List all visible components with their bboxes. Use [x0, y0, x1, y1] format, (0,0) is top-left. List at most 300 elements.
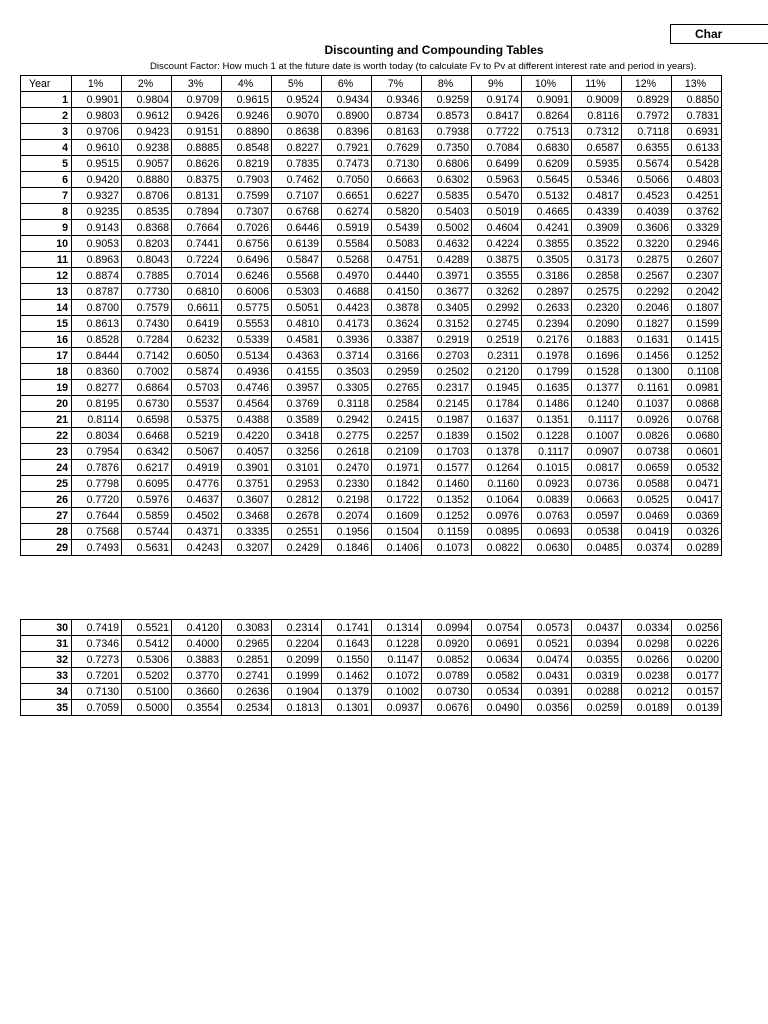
factor-cell: 0.1377: [572, 380, 622, 396]
factor-cell: 0.8734: [372, 108, 422, 124]
factor-cell: 0.8885: [172, 140, 222, 156]
factor-cell: 0.0738: [622, 444, 672, 460]
factor-cell: 0.5403: [422, 204, 472, 220]
factor-cell: 0.1528: [572, 364, 622, 380]
factor-cell: 0.2992: [472, 300, 522, 316]
factor-cell: 0.4251: [672, 188, 722, 204]
factor-cell: 0.7921: [322, 140, 372, 156]
factor-cell: 0.0437: [572, 620, 622, 636]
factor-cell: 0.7885: [122, 268, 172, 284]
factor-cell: 0.1228: [372, 636, 422, 652]
factor-cell: 0.0676: [422, 700, 472, 716]
header-row: [21, 76, 722, 92]
factor-cell: 0.0597: [572, 508, 622, 524]
table-row: [21, 524, 722, 540]
table-row: [21, 188, 722, 204]
factor-cell: 0.9515: [72, 156, 122, 172]
factor-cell: 0.9434: [322, 92, 372, 108]
factor-cell: 0.2567: [622, 268, 672, 284]
factor-cell: 0.7644: [72, 508, 122, 524]
factor-cell: 0.7002: [122, 364, 172, 380]
factor-cell: 0.6496: [222, 252, 272, 268]
factor-cell: 0.3305: [322, 380, 372, 396]
factor-cell: 0.8277: [72, 380, 122, 396]
factor-cell: 0.2470: [322, 460, 372, 476]
year-cell: 33: [21, 668, 72, 684]
factor-cell: 0.4363: [272, 348, 322, 364]
factor-cell: 0.0177: [672, 668, 722, 684]
factor-cell: 0.1813: [272, 700, 322, 716]
factor-cell: 0.3173: [572, 252, 622, 268]
factor-cell: 0.0369: [672, 508, 722, 524]
factor-cell: 0.0319: [572, 668, 622, 684]
factor-cell: 0.0334: [622, 620, 672, 636]
factor-cell: 0.1741: [322, 620, 372, 636]
factor-cell: 0.7599: [222, 188, 272, 204]
factor-cell: 0.1846: [322, 540, 372, 556]
table-row: [21, 668, 722, 684]
factor-cell: 0.3118: [322, 396, 372, 412]
factor-cell: 0.9346: [372, 92, 422, 108]
factor-cell: 0.4057: [222, 444, 272, 460]
factor-cell: 0.1504: [372, 524, 422, 540]
factor-cell: 0.8900: [322, 108, 372, 124]
factor-cell: 0.1799: [522, 364, 572, 380]
factor-cell: 0.6095: [122, 476, 172, 492]
factor-cell: 0.4776: [172, 476, 222, 492]
factor-cell: 0.5346: [572, 172, 622, 188]
factor-cell: 0.0693: [522, 524, 572, 540]
factor-cell: 0.3083: [222, 620, 272, 636]
factor-cell: 0.4936: [222, 364, 272, 380]
factor-cell: 0.0895: [472, 524, 522, 540]
factor-cell: 0.0839: [522, 492, 572, 508]
year-cell: 14: [21, 300, 72, 316]
factor-cell: 0.5339: [222, 332, 272, 348]
factor-cell: 0.6598: [122, 412, 172, 428]
factor-cell: 0.0417: [672, 492, 722, 508]
factor-cell: 0.1228: [522, 428, 572, 444]
table-row: [21, 396, 722, 412]
factor-cell: 0.3878: [372, 300, 422, 316]
factor-cell: 0.8787: [72, 284, 122, 300]
factor-cell: 0.3875: [472, 252, 522, 268]
factor-cell: 0.3769: [272, 396, 322, 412]
factor-cell: 0.2575: [572, 284, 622, 300]
factor-cell: 0.6274: [322, 204, 372, 220]
factor-cell: 0.6217: [122, 460, 172, 476]
factor-cell: 0.9174: [472, 92, 522, 108]
factor-cell: 0.1502: [472, 428, 522, 444]
factor-cell: 0.7346: [72, 636, 122, 652]
factor-cell: 0.0374: [622, 540, 672, 556]
factor-cell: 0.4632: [422, 236, 472, 252]
factor-cell: 0.7568: [72, 524, 122, 540]
factor-cell: 0.9259: [422, 92, 472, 108]
year-cell: 29: [21, 540, 72, 556]
factor-cell: 0.1015: [522, 460, 572, 476]
factor-cell: 0.4388: [222, 412, 272, 428]
year-cell: 20: [21, 396, 72, 412]
factor-cell: 0.2307: [672, 268, 722, 284]
factor-cell: 0.9426: [172, 108, 222, 124]
factor-cell: 0.8114: [72, 412, 122, 428]
factor-cell: 0.8548: [222, 140, 272, 156]
rate-header: 10%: [522, 76, 572, 92]
factor-cell: 0.8396: [322, 124, 372, 140]
factor-cell: 0.2046: [622, 300, 672, 316]
factor-cell: 0.5019: [472, 204, 522, 220]
factor-cell: 0.7938: [422, 124, 472, 140]
factor-cell: 0.1352: [422, 492, 472, 508]
year-cell: 4: [21, 140, 72, 156]
factor-cell: 0.9246: [222, 108, 272, 124]
factor-cell: 0.2703: [422, 348, 472, 364]
factor-cell: 0.0288: [572, 684, 622, 700]
year-cell: 21: [21, 412, 72, 428]
factor-cell: 0.2257: [372, 428, 422, 444]
factor-cell: 0.2099: [272, 652, 322, 668]
factor-cell: 0.3660: [172, 684, 222, 700]
factor-cell: 0.0474: [522, 652, 572, 668]
factor-cell: 0.0981: [672, 380, 722, 396]
table-row: [21, 92, 722, 108]
factor-cell: 0.6232: [172, 332, 222, 348]
factor-cell: 0.4817: [572, 188, 622, 204]
factor-cell: 0.7130: [72, 684, 122, 700]
factor-cell: 0.8535: [122, 204, 172, 220]
factor-cell: 0.0471: [672, 476, 722, 492]
factor-cell: 0.5000: [122, 700, 172, 716]
factor-cell: 0.9053: [72, 236, 122, 252]
factor-cell: 0.6246: [222, 268, 272, 284]
table-row: [21, 220, 722, 236]
year-cell: 31: [21, 636, 72, 652]
factor-cell: 0.1252: [422, 508, 472, 524]
factor-cell: 0.8264: [522, 108, 572, 124]
year-cell: 25: [21, 476, 72, 492]
factor-cell: 0.1072: [372, 668, 422, 684]
factor-cell: 0.0691: [472, 636, 522, 652]
factor-cell: 0.1456: [622, 348, 672, 364]
year-cell: 35: [21, 700, 72, 716]
factor-cell: 0.8963: [72, 252, 122, 268]
factor-cell: 0.1999: [272, 668, 322, 684]
factor-cell: 0.2551: [272, 524, 322, 540]
factor-cell: 0.8131: [172, 188, 222, 204]
table-row: [21, 332, 722, 348]
factor-cell: 0.1462: [322, 668, 372, 684]
factor-cell: 0.7312: [572, 124, 622, 140]
factor-cell: 0.3503: [322, 364, 372, 380]
factor-cell: 0.1635: [522, 380, 572, 396]
factor-cell: 0.5219: [172, 428, 222, 444]
factor-cell: 0.1314: [372, 620, 422, 636]
factor-cell: 0.5874: [172, 364, 222, 380]
factor-cell: 0.4581: [272, 332, 322, 348]
factor-cell: 0.0976: [472, 508, 522, 524]
factor-cell: 0.3555: [472, 268, 522, 284]
factor-cell: 0.6768: [272, 204, 322, 220]
factor-cell: 0.2959: [372, 364, 422, 380]
factor-cell: 0.1631: [622, 332, 672, 348]
factor-cell: 0.3186: [522, 268, 572, 284]
factor-cell: 0.2618: [322, 444, 372, 460]
factor-cell: 0.3220: [622, 236, 672, 252]
factor-cell: 0.9235: [72, 204, 122, 220]
factor-cell: 0.1002: [372, 684, 422, 700]
factor-cell: 0.1971: [372, 460, 422, 476]
factor-cell: 0.4241: [522, 220, 572, 236]
factor-cell: 0.6419: [172, 316, 222, 332]
factor-cell: 0.1117: [572, 412, 622, 428]
factor-cell: 0.1064: [472, 492, 522, 508]
factor-cell: 0.6651: [322, 188, 372, 204]
factor-cell: 0.2429: [272, 540, 322, 556]
factor-cell: 0.3256: [272, 444, 322, 460]
factor-cell: 0.0238: [622, 668, 672, 684]
factor-cell: 0.2042: [672, 284, 722, 300]
factor-cell: 0.2145: [422, 396, 472, 412]
year-cell: 18: [21, 364, 72, 380]
factor-cell: 0.8219: [222, 156, 272, 172]
factor-cell: 0.0659: [622, 460, 672, 476]
year-cell: 26: [21, 492, 72, 508]
factor-cell: 0.9423: [122, 124, 172, 140]
table-row: [21, 476, 722, 492]
factor-cell: 0.4120: [172, 620, 222, 636]
page-title: Discounting and Compounding Tables: [324, 43, 544, 57]
factor-cell: 0.8890: [222, 124, 272, 140]
factor-cell: 0.6864: [122, 380, 172, 396]
table-row: [21, 252, 722, 268]
rate-header: 2%: [122, 76, 172, 92]
factor-cell: 0.4155: [272, 364, 322, 380]
factor-cell: 0.3624: [372, 316, 422, 332]
factor-cell: 0.2519: [472, 332, 522, 348]
table-row: [21, 156, 722, 172]
factor-cell: 0.7835: [272, 156, 322, 172]
factor-cell: 0.6050: [172, 348, 222, 364]
rate-header: 11%: [572, 76, 622, 92]
factor-cell: 0.7142: [122, 348, 172, 364]
factor-cell: 0.9091: [522, 92, 572, 108]
factor-cell: 0.3971: [422, 268, 472, 284]
factor-cell: 0.4637: [172, 492, 222, 508]
factor-cell: 0.3468: [222, 508, 272, 524]
table-row: [21, 204, 722, 220]
factor-cell: 0.7894: [172, 204, 222, 220]
factor-cell: 0.3262: [472, 284, 522, 300]
factor-cell: 0.7430: [122, 316, 172, 332]
factor-cell: 0.8706: [122, 188, 172, 204]
factor-cell: 0.9610: [72, 140, 122, 156]
factor-cell: 0.2534: [222, 700, 272, 716]
factor-cell: 0.1550: [322, 652, 372, 668]
factor-cell: 0.9238: [122, 140, 172, 156]
factor-cell: 0.2314: [272, 620, 322, 636]
factor-cell: 0.6209: [522, 156, 572, 172]
factor-cell: 0.1301: [322, 700, 372, 716]
factor-cell: 0.8203: [122, 236, 172, 252]
factor-cell: 0.3207: [222, 540, 272, 556]
table-row: [21, 316, 722, 332]
year-cell: 2: [21, 108, 72, 124]
factor-cell: 0.5584: [322, 236, 372, 252]
table-row: [21, 652, 722, 668]
factor-cell: 0.1351: [522, 412, 572, 428]
table-row: [21, 540, 722, 556]
factor-cell: 0.4604: [472, 220, 522, 236]
factor-cell: 0.1956: [322, 524, 372, 540]
factor-cell: 0.9612: [122, 108, 172, 124]
table-row: [21, 636, 722, 652]
factor-cell: 0.0266: [622, 652, 672, 668]
factor-cell: 0.0521: [522, 636, 572, 652]
factor-cell: 0.6806: [422, 156, 472, 172]
factor-cell: 0.2176: [522, 332, 572, 348]
factor-cell: 0.8528: [72, 332, 122, 348]
factor-cell: 0.2858: [572, 268, 622, 284]
factor-cell: 0.8227: [272, 140, 322, 156]
factor-cell: 0.7798: [72, 476, 122, 492]
factor-cell: 0.3166: [372, 348, 422, 364]
factor-cell: 0.1883: [572, 332, 622, 348]
factor-cell: 0.8880: [122, 172, 172, 188]
factor-cell: 0.7493: [72, 540, 122, 556]
factor-cell: 0.5775: [222, 300, 272, 316]
year-cell: 6: [21, 172, 72, 188]
factor-cell: 0.9803: [72, 108, 122, 124]
factor-cell: 0.1696: [572, 348, 622, 364]
factor-cell: 0.7050: [322, 172, 372, 188]
factor-cell: 0.1807: [672, 300, 722, 316]
factor-cell: 0.0289: [672, 540, 722, 556]
factor-cell: 0.5835: [422, 188, 472, 204]
year-cell: 3: [21, 124, 72, 140]
factor-cell: 0.4220: [222, 428, 272, 444]
factor-cell: 0.7579: [122, 300, 172, 316]
factor-cell: 0.7441: [172, 236, 222, 252]
factor-cell: 0.2292: [622, 284, 672, 300]
factor-cell: 0.9143: [72, 220, 122, 236]
factor-cell: 0.7026: [222, 220, 272, 236]
factor-cell: 0.5412: [122, 636, 172, 652]
factor-cell: 0.5083: [372, 236, 422, 252]
factor-cell: 0.8368: [122, 220, 172, 236]
factor-cell: 0.5537: [172, 396, 222, 412]
year-cell: 23: [21, 444, 72, 460]
factor-cell: 0.6499: [472, 156, 522, 172]
factor-cell: 0.5859: [122, 508, 172, 524]
factor-cell: 0.4371: [172, 524, 222, 540]
factor-cell: 0.0907: [572, 444, 622, 460]
factor-cell: 0.9524: [272, 92, 322, 108]
factor-cell: 0.3855: [522, 236, 572, 252]
factor-cell: 0.8638: [272, 124, 322, 140]
factor-cell: 0.0256: [672, 620, 722, 636]
factor-cell: 0.5631: [122, 540, 172, 556]
factor-cell: 0.4688: [322, 284, 372, 300]
year-cell: 12: [21, 268, 72, 284]
factor-cell: 0.2745: [472, 316, 522, 332]
year-cell: 28: [21, 524, 72, 540]
factor-cell: 0.3329: [672, 220, 722, 236]
year-cell: 16: [21, 332, 72, 348]
factor-cell: 0.9709: [172, 92, 222, 108]
factor-cell: 0.4224: [472, 236, 522, 252]
factor-cell: 0.3751: [222, 476, 272, 492]
factor-cell: 0.0525: [622, 492, 672, 508]
factor-cell: 0.1117: [522, 444, 572, 460]
chart-button[interactable]: Char: [670, 24, 768, 44]
year-cell: 19: [21, 380, 72, 396]
factor-cell: 0.6468: [122, 428, 172, 444]
factor-cell: 0.3522: [572, 236, 622, 252]
factor-cell: 0.4039: [622, 204, 672, 220]
table-row: [21, 428, 722, 444]
factor-cell: 0.7720: [72, 492, 122, 508]
factor-cell: 0.9009: [572, 92, 622, 108]
factor-cell: 0.0212: [622, 684, 672, 700]
factor-cell: 0.2198: [322, 492, 372, 508]
factor-cell: 0.1839: [422, 428, 472, 444]
factor-cell: 0.1486: [522, 396, 572, 412]
factor-cell: 0.4665: [522, 204, 572, 220]
factor-cell: 0.1460: [422, 476, 472, 492]
factor-cell: 0.5919: [322, 220, 372, 236]
factor-cell: 0.0226: [672, 636, 722, 652]
factor-cell: 0.8613: [72, 316, 122, 332]
table-row: [21, 620, 722, 636]
factor-cell: 0.1161: [622, 380, 672, 396]
factor-cell: 0.6355: [622, 140, 672, 156]
factor-cell: 0.2109: [372, 444, 422, 460]
factor-cell: 0.5066: [622, 172, 672, 188]
factor-cell: 0.7972: [622, 108, 672, 124]
factor-cell: 0.3101: [272, 460, 322, 476]
factor-cell: 0.2074: [322, 508, 372, 524]
factor-cell: 0.6133: [672, 140, 722, 156]
factor-cell: 0.8700: [72, 300, 122, 316]
factor-cell: 0.7201: [72, 668, 122, 684]
factor-cell: 0.6227: [372, 188, 422, 204]
year-cell: 32: [21, 652, 72, 668]
factor-cell: 0.7664: [172, 220, 222, 236]
factor-cell: 0.7954: [72, 444, 122, 460]
factor-cell: 0.2584: [372, 396, 422, 412]
factor-cell: 0.5674: [622, 156, 672, 172]
factor-cell: 0.6342: [122, 444, 172, 460]
factor-cell: 0.2678: [272, 508, 322, 524]
factor-cell: 0.5963: [472, 172, 522, 188]
table-row: [21, 124, 722, 140]
table-row: [21, 412, 722, 428]
factor-cell: 0.3677: [422, 284, 472, 300]
table-row: [21, 348, 722, 364]
factor-cell: 0.1904: [272, 684, 322, 700]
factor-cell: 0.0356: [522, 700, 572, 716]
factor-cell: 0.2320: [572, 300, 622, 316]
factor-cell: 0.1073: [422, 540, 472, 556]
factor-cell: 0.6587: [572, 140, 622, 156]
factor-cell: 0.1599: [672, 316, 722, 332]
factor-cell: 0.1264: [472, 460, 522, 476]
factor-cell: 0.9070: [272, 108, 322, 124]
factor-cell: 0.0826: [622, 428, 672, 444]
discount-table-continued: [20, 619, 722, 716]
factor-cell: 0.0937: [372, 700, 422, 716]
